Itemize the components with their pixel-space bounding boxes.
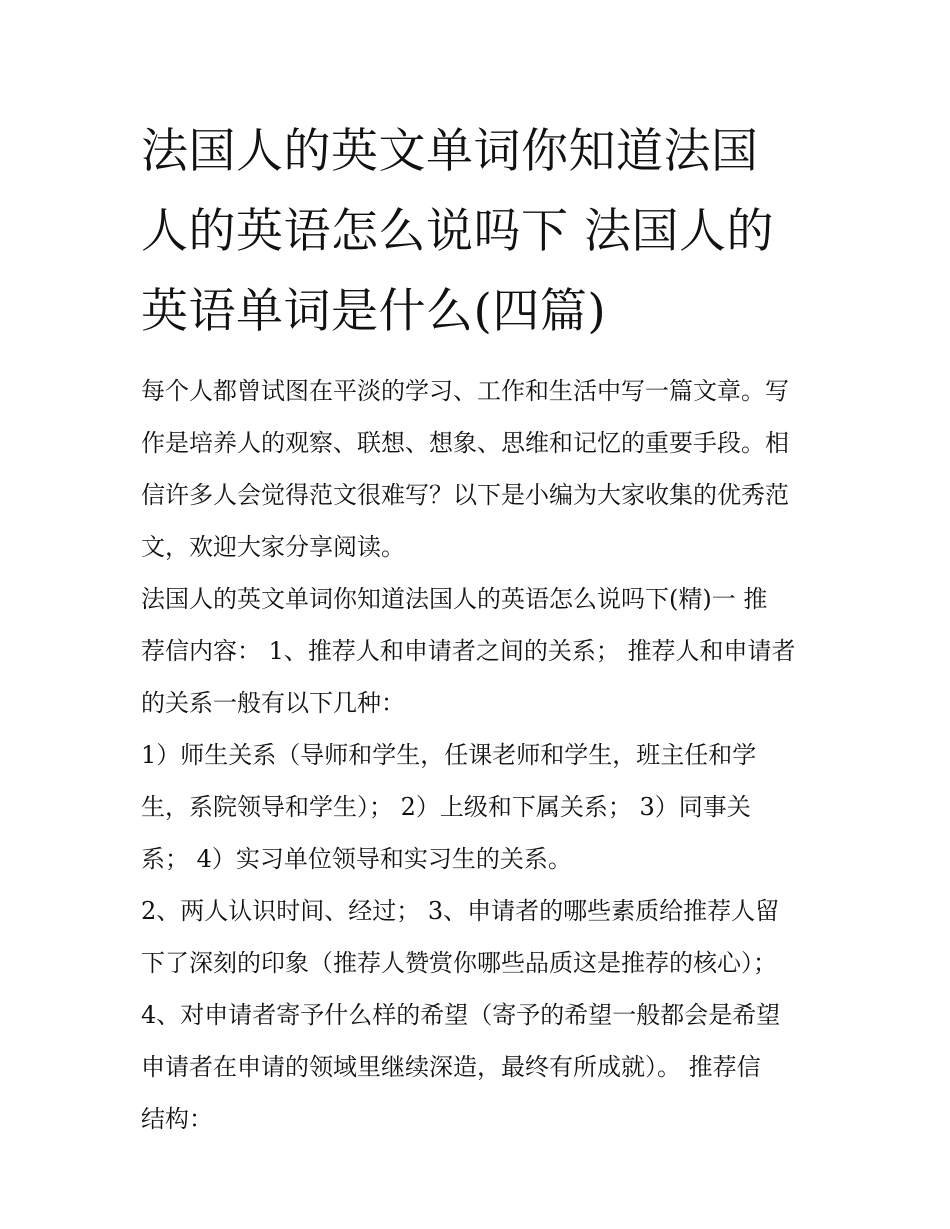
text-line: 生，系院领导和学生）； 2）上级和下属关系； 3）同事关 bbox=[141, 793, 751, 821]
text-line: 每个人都曾试图在平淡的学习、工作和生活中写一篇文章。写 bbox=[141, 377, 789, 405]
relation-paragraph bbox=[141, 729, 813, 885]
title-line: 人的英语怎么说吗下 法国人的 bbox=[141, 204, 774, 259]
document-content bbox=[141, 112, 813, 1145]
text-line: 的关系一般有以下几种： bbox=[141, 689, 405, 717]
title-line: 英语单词是什么(四篇) bbox=[141, 284, 607, 339]
text-line: 4、对申请者寄予什么样的希望（寄予的希望一般都会是希望 bbox=[141, 1001, 781, 1029]
text-line: 结构： bbox=[141, 1105, 213, 1133]
text-line: 2、两人认识时间、经过； 3、申请者的哪些素质给推荐人留 bbox=[141, 897, 780, 925]
text-line: 信许多人会觉得范文很难写？以下是小编为大家收集的优秀范 bbox=[141, 481, 789, 509]
title-line: 法国人的英文单词你知道法国 bbox=[141, 124, 759, 179]
text-line: 1）师生关系（导师和学生，任课老师和学生，班主任和学 bbox=[141, 741, 757, 769]
text-line: 作是培养人的观察、联想、想象、思维和记忆的重要手段。相 bbox=[141, 429, 789, 457]
text-line: 系； 4）实习单位领导和实习生的关系。 bbox=[141, 845, 572, 873]
points-paragraph bbox=[141, 885, 813, 1145]
text-line: 荐信内容： 1、推荐人和申请者之间的关系； 推荐人和申请者 bbox=[141, 637, 796, 665]
document-title bbox=[141, 112, 813, 352]
text-line: 文，欢迎大家分享阅读。 bbox=[141, 533, 405, 561]
text-line: 法国人的英文单词你知道法国人的英语怎么说吗下(精)一 推 bbox=[141, 585, 768, 613]
section-paragraph bbox=[141, 573, 813, 729]
text-line: 申请者在申请的领域里继续深造，最终有所成就）。 推荐信 bbox=[141, 1053, 761, 1081]
intro-paragraph bbox=[141, 365, 813, 573]
text-line: 下了深刻的印象（推荐人赞赏你哪些品质这是推荐的核心）； bbox=[141, 949, 777, 977]
